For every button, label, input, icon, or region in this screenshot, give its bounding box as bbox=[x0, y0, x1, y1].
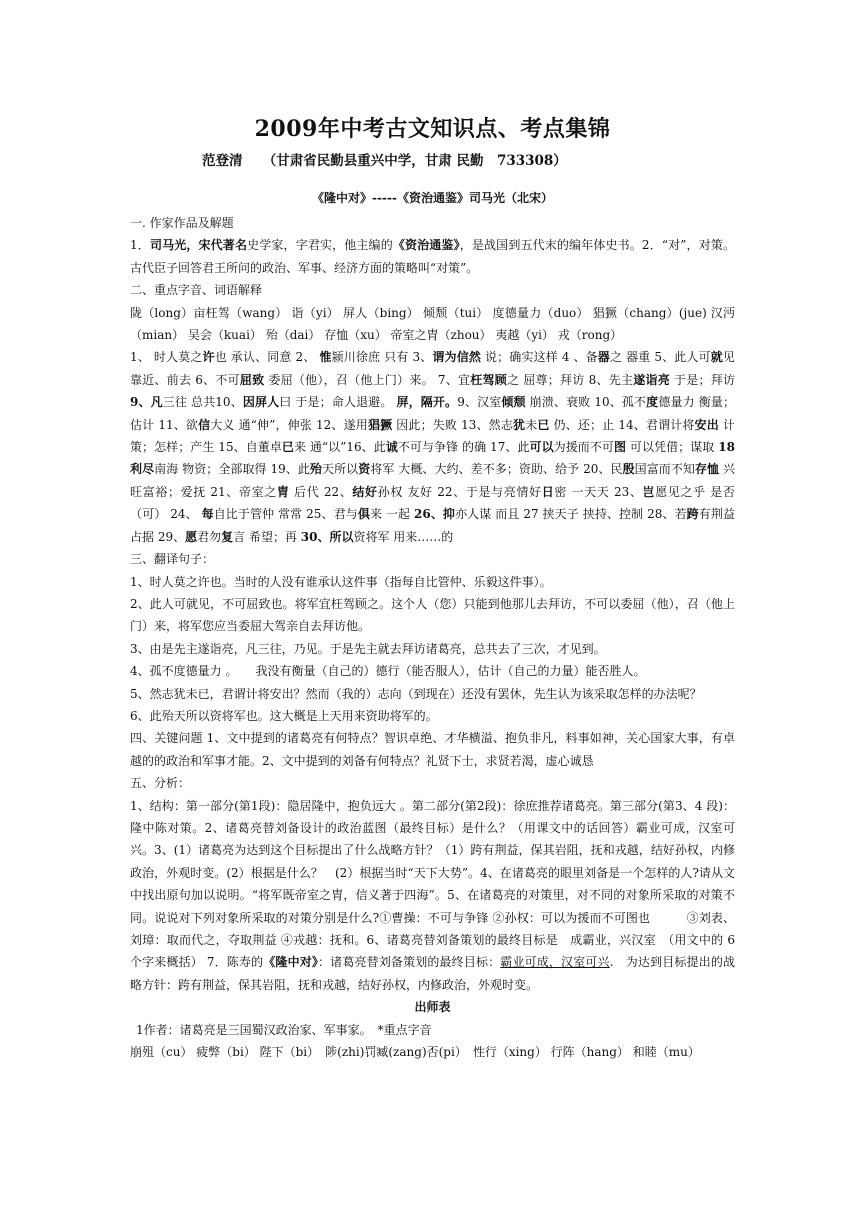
vocab-run: 俱 bbox=[357, 507, 370, 522]
vocab-run: 犹 bbox=[513, 417, 526, 432]
vocab-run: 后代 22、 bbox=[289, 484, 353, 499]
document-page bbox=[130, 112, 735, 1063]
vocab-run: 猖獗 bbox=[367, 417, 393, 432]
vocabulary-paragraph bbox=[130, 346, 735, 548]
pronunciation-paragraph: 陇（long）亩枉驾（wang） 诣（yi） 屏人（bing） 倾颓（tui） 度德量力（duo） 猖獗（chang）(jue) 汉沔（mian） 吴会（kuai） 殆（dai） 存恤（xu） 帝室之胄（zhou） 夷越（yi） 戎（rong） bbox=[130, 305, 735, 343]
vocab-run: 颍川徐庶 只有 3、 bbox=[331, 350, 433, 365]
vocab-run: 也 承认、同意 2、 bbox=[214, 350, 320, 365]
vocab-run: 18 利尽 bbox=[130, 440, 735, 477]
vocab-run: 诚 bbox=[385, 440, 398, 455]
sec5-text1: 1、结构：第一部分(第1段)：隐居隆中，抱负远大 。第二部分(第2段)：徐庶推荐诸葛亮。第三部分(第3、4 段)：隆中陈对策。2、诸葛亮替刘备设计的政治蓝图（最终目标）是什么？（用课文中的话回答）霸业可成，汉室可兴。3、(1）诸葛亮为达到这个目标提出了什么战略方针？（1）跨有荆益，保其岩阻，抚和戎越，结好孙权，内修政治，外观时变。(2）根据是什么？ (2）根据当时“天下大势”。4、在诸葛亮的眼里刘备是一个怎样的人?请从文中找出原句加以说明。“将军既帝室之胄，信义著于四海”。5、在诸葛亮的对策里，对不同的对象所采取的对策不同。说说对下列对象所采取的对策分别是什么?①曹操：不可与争锋 ②孙权：可以为援而不可图也 ③刘表、刘璋：取而代之，夺取荆益 ④戎越：抚和。6、诸葛亮替刘备策划的最终目标是 成霸业，兴汉室 （用文中的 6 个字来概括） 7．陈寿的 bbox=[130, 798, 735, 970]
vocab-run: 见 靠近、前去 6、不可 bbox=[130, 350, 735, 387]
vocab-run: 30、所以 bbox=[300, 529, 354, 544]
vocab-run: 亦人谋 而且 27 挟天子 挟持、控制 28、若 bbox=[455, 507, 687, 522]
vocab-run: 胄 bbox=[276, 484, 290, 499]
sec5-heading: 五、分析： bbox=[130, 776, 191, 791]
vocab-run: 南海 物资；全部取得 19、此 bbox=[154, 462, 310, 477]
vocab-run: 复 bbox=[221, 529, 234, 544]
vocab-run: 资将军 用来……的 bbox=[353, 529, 454, 544]
vocab-run: 不可与争锋 的确 17、此 bbox=[397, 440, 530, 455]
vocab-run: 1、 时人莫之 bbox=[130, 350, 203, 365]
vocab-run: 信 bbox=[198, 417, 211, 432]
translation-item: 4、孤不度德量力 。 我没有衡量（自己的）德行（能否服人），估计（自己的力量）能否胜人。 bbox=[130, 664, 646, 679]
vocab-run: 来 通“以”16、此 bbox=[293, 440, 386, 455]
translation-item: 2、此人可就见，不可屈致也。将军宜枉驾顾之。这个人（您）只能到他那儿去拜访，不可以委屈（他），召（他上门）来，将军您应当委屈大驾亲自去拜访他。 bbox=[130, 596, 735, 634]
translation-item: 5、然志犹未已，君谓计将安出？然而（我的）志向（到现在）还没有罢休，先生认为该采取怎样的办法呢？ bbox=[130, 686, 702, 701]
sec5-text3: . 为达到目标提出的战略方针：跨有荆益，保其岩阻，抚和戎越，结好孙权，内修政治，外观时变。 bbox=[130, 955, 735, 992]
vocab-run: 屏，隔开。 bbox=[396, 395, 458, 410]
vocab-run: 委屈（他），召（他上门）来。 7、宜 bbox=[264, 372, 471, 387]
sec1-text1: 史学家，字君实，他主编的 bbox=[247, 238, 393, 253]
vocab-run: 君勿 bbox=[197, 529, 222, 544]
next-line-1: 1作者：诸葛亮是三国蜀汉政治家、军事家。 *重点字音 bbox=[136, 1022, 432, 1037]
vocab-run: 惟 bbox=[319, 350, 332, 365]
sec1-bold2: 《资治通鉴》 bbox=[392, 238, 460, 253]
vocab-run: 将军 大概、大约、差不多；资助、给予 20、民 bbox=[370, 462, 623, 477]
vocab-run: 未 bbox=[525, 417, 538, 432]
vocab-run: 天所以 bbox=[322, 462, 359, 477]
vocab-run: 为援而不可 bbox=[553, 440, 614, 455]
vocab-run: 有荆益 占据 29、 bbox=[130, 507, 735, 544]
sec5-bold1: 《隆中对》 bbox=[263, 955, 319, 970]
translation-item: 1、时人莫之许也。当时的人没有谁承认这件事（指每自比管仲、乐毅这件事）。 bbox=[130, 574, 552, 589]
vocab-run: 仍、还；止 14、君谓计将 bbox=[549, 417, 695, 432]
vocab-run: 器 bbox=[597, 350, 610, 365]
vocab-run: 可以 bbox=[529, 440, 554, 455]
vocab-run: 日 bbox=[541, 484, 555, 499]
author-line: 范登清 （甘肃省民勤县重兴中学，甘肃 民勤 733308） bbox=[202, 153, 567, 169]
vocab-run: 之 屈尊；拜访 8、先主 bbox=[507, 372, 634, 387]
vocab-run: 自比于管仲 常常 25、君与 bbox=[213, 507, 358, 522]
vocab-run: 因此；失败 13、然志 bbox=[392, 417, 514, 432]
vocab-run: 殆 bbox=[309, 462, 322, 477]
vocab-run: 屈致 bbox=[239, 372, 265, 387]
sec1-bold1: 司马光，宋代著名 bbox=[149, 238, 248, 253]
section-subtitle: 《隆中对》-----《资治通鉴》司马光（北宋） bbox=[312, 191, 553, 205]
vocab-run: 度 bbox=[646, 395, 659, 410]
vocab-run: 26、抑 bbox=[414, 507, 456, 522]
sec5-text2: ：诸葛亮替刘备策划的最终目标： bbox=[318, 955, 501, 970]
sec1-heading: 一. 作家作品及解题 bbox=[130, 216, 234, 230]
vocab-run: 愿 bbox=[185, 529, 198, 544]
vocab-run: 结好 bbox=[352, 484, 378, 499]
vocab-run: 跨 bbox=[686, 507, 699, 522]
vocab-run: 可以凭借；谋取 bbox=[626, 440, 719, 455]
document-title: 2009年中考古文知识点、考点集锦 bbox=[254, 116, 611, 142]
vocab-run: 孙权 友好 22、于是与亮情好 bbox=[377, 484, 542, 499]
sec2-heading: 二、重点字音、词语解释 bbox=[130, 283, 263, 298]
vocab-run: 国富而不知 bbox=[634, 462, 695, 477]
vocab-run: 说；确实这样 4 、备 bbox=[481, 350, 598, 365]
vocab-run: 曰 于是；命人退避。 bbox=[279, 395, 397, 410]
sec3-heading: 三、翻译句子： bbox=[130, 552, 215, 567]
vocab-run: 之 器重 5、此人可 bbox=[609, 350, 711, 365]
vocab-run: 谓为信然 bbox=[432, 350, 482, 365]
vocab-run: 德量力 衡量；估计 11、欲 bbox=[130, 395, 735, 432]
vocab-run: 枉驾顾 bbox=[470, 372, 508, 387]
vocab-run: 9、凡 bbox=[130, 395, 163, 410]
vocab-run: 于是；拜访 bbox=[669, 372, 735, 387]
vocab-run: 密 一天天 23、 bbox=[554, 484, 643, 499]
vocab-run: 许 bbox=[202, 350, 215, 365]
vocab-run: 就 bbox=[710, 350, 723, 365]
vocab-run: 资 bbox=[358, 462, 371, 477]
vocab-run: 已 bbox=[281, 440, 294, 455]
sec4-paragraph: 四、关键问题 1、文中提到的诸葛亮有何特点？智识卓绝、才华横溢、抱负非凡，料事如神，关心国家大事，有卓越的的政治和军事才能。2、文中提到的刘备有何特点？礼贤下士，求贤若渴，虚心诚恳 bbox=[130, 731, 735, 768]
sec1-num: 1． bbox=[130, 238, 150, 253]
vocab-run: 安出 bbox=[694, 417, 719, 432]
sec5-paragraph bbox=[130, 795, 735, 997]
vocab-run: 计策；怎样；产生 15、自董卓 bbox=[130, 417, 735, 455]
vocab-run: 倾颓 bbox=[501, 395, 526, 410]
vocab-run: 兴旺富裕；爱抚 21、帝室之 bbox=[130, 462, 735, 499]
vocab-run: 来 一起 bbox=[369, 507, 415, 522]
vocab-run: 大义 通“伸”，伸张 12、遂用 bbox=[210, 417, 368, 432]
vocab-run: 岂 bbox=[642, 484, 656, 499]
vocab-run: 存恤 bbox=[694, 462, 720, 477]
vocab-run: 每 bbox=[201, 507, 214, 522]
vocab-run: 遂诣亮 bbox=[633, 372, 670, 387]
vocab-run: 图 bbox=[613, 440, 627, 455]
vocab-run: 已 bbox=[537, 417, 550, 432]
vocab-run: 崩溃、衰败 10、孤不 bbox=[525, 395, 647, 410]
vocab-run: 言 希望；再 bbox=[233, 529, 301, 544]
translation-item: 3、由是先主遂诣亮，凡三往，乃见。于是先主就去拜访诸葛亮，总共去了三次，才见到。 bbox=[130, 641, 606, 656]
sec5-underline: 霸业可成，汉室可兴 bbox=[500, 955, 610, 970]
next-section-title: 出师表 bbox=[414, 1000, 451, 1015]
vocab-run: 殷 bbox=[622, 462, 635, 477]
vocab-run: 三往 总共10、 bbox=[162, 395, 243, 410]
translation-list bbox=[130, 571, 735, 728]
next-line-2: 崩殂（cu） 疲弊（bi） 陛下（bi） 陟(zhi)罚臧(zang)否(pi） 性行（xing） 行阵（hang） 和睦（mu） bbox=[130, 1045, 700, 1060]
sec1-paragraph bbox=[130, 234, 735, 279]
vocab-run: 9、汉室 bbox=[457, 395, 502, 410]
sec1-text2: ，是战国到五代末的编年体史书。2．“对”，对策。古代臣子回答君王所问的政治、军事、经济方面的策略叫“对策”。 bbox=[130, 238, 735, 275]
translation-item: 6、此殆天所以资将军也。这大概是上天用来资助将军的。 bbox=[130, 708, 438, 723]
vocab-run: 愿见之乎 是否（可） 24、 bbox=[130, 484, 735, 522]
vocab-run: 因屏人 bbox=[242, 395, 280, 410]
